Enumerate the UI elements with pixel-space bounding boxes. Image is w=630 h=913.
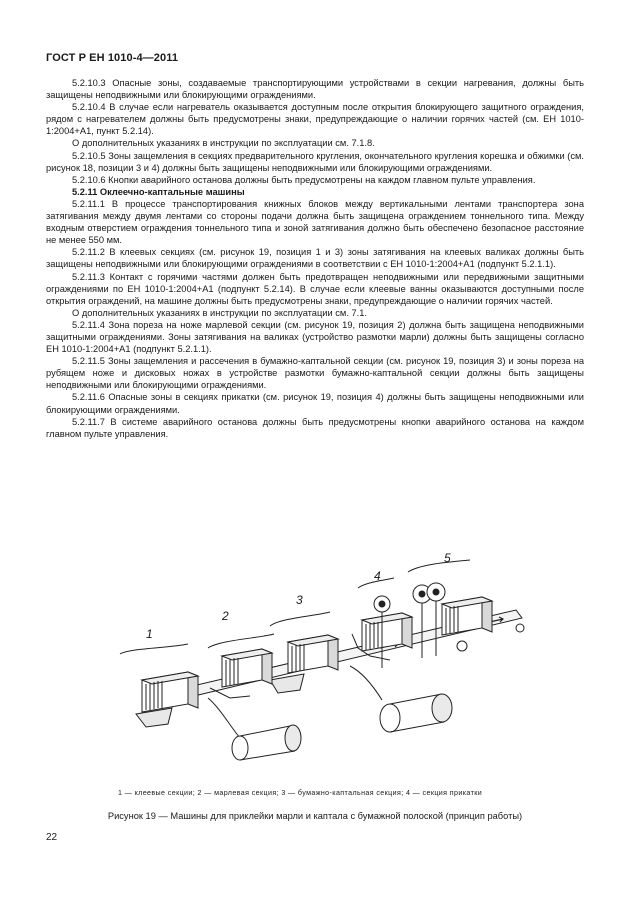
- paper-feed: [350, 666, 382, 700]
- section-heading: 5.2.11 Оклеечно-каптальные машины: [72, 186, 245, 197]
- paragraph: 5.2.11.4 Зона пореза на ноже марлевой секции (см. рисунок 19, позиция 2) должна быть защищена неподвижными защитными ограждениями. Зоны затягивания на валиках (устройство размотки марли) должны быть защищены согласно ЕН 1010-1:2004+А1 (подпункт 5.2.1.1).: [46, 319, 584, 355]
- book-block-5: [442, 597, 492, 635]
- paragraph: 5.2.10.3 Опасные зоны, создаваемые транспортирующими устройствами в секции нагревания, должны быть защищены неподвижными или блокирующими ограждениями.: [46, 78, 584, 101]
- paragraph: 5.2.10.4 В случае если нагреватель оказывается доступным после открытия блокирующего защитного ограждения, рядом с нагревателем должны быть предусмотрены знаки, предупреждающие о наличии горячих частей (см. ЕН 1010-1:2004+А1, пункт 5.2.14).: [46, 102, 584, 137]
- book-block-4: [362, 613, 412, 651]
- paragraph: 5.2.11.6 Опасные зоны в секциях прикатки (см. рисунок 19, позиция 4) должны быть защищены неподвижными или блокирующими ограждениями.: [46, 392, 584, 415]
- book-block-1: [142, 672, 198, 712]
- paragraph: 5.2.10.5 Зоны защемления в секциях предварительного кругления, окончательного кругления корешка и обжимки (см. рисунок 18, позиции 3 и 4) должны быть защищены неподвижными или блокирующими ограждениями.: [46, 150, 584, 173]
- figure-label-5: 5: [444, 551, 451, 565]
- gauze-roll-left: [232, 736, 248, 760]
- figure-caption: Рисунок 19 — Машины для приклейки марли и каптала с бумажной полоской (принцип работы): [107, 811, 523, 821]
- document-header: ГОСТ Р ЕН 1010-4—2011: [46, 52, 179, 64]
- gauze-roll-right: [285, 725, 301, 751]
- paragraph: 5.2.11.2 В клеевых секциях (см. рисунок 19, позиция 1 и 3) зоны затягивания на клеевых валиках должны быть защищены неподвижными или блокирующими ограждениями в соответствии с ЕН 1010-1:2004+А1 (подпункт 5.2.1.1).: [46, 247, 584, 270]
- gauze-roll-arm: [208, 698, 240, 738]
- paragraph: 5.2.10.6 Кнопки аварийного останова должны быть предусмотрены на каждом главном пульте управления.: [72, 174, 536, 185]
- paragraph: 5.2.11.3 Контакт с горячими частями должен быть предотвращен неподвижными или передвижными защитными ограждениями по ЕН 1010-1:2004+А1 (подпункт 5.2.14). В случае если клеевые ванны оказываются доступными после открытия ограждений, на машине должны быть предусмотрены знаки, предупреждающие о наличии горячих частей.: [46, 271, 584, 306]
- machine-diagram: [90, 548, 530, 778]
- body-text: [46, 77, 584, 440]
- figure-19: [90, 548, 530, 778]
- paper-roll-left: [380, 704, 400, 732]
- figure-label-1: 1: [146, 627, 153, 641]
- paragraph: 5.2.11.1 В процессе транспортирования книжных блоков между вертикальными лентами транспортера зона затягивания между двумя лентами со стороны подачи должна быть защищена ограждением тоннельного типа. Между входным отверстием ограждения тоннельного типа и зоной затягивания должно быть обеспечено безопасное расстояние не менее 550 мм.: [46, 198, 584, 246]
- paragraph: О дополнительных указаниях в инструкции по эксплуатации см. 7.1.8.: [72, 138, 375, 149]
- paragraph: 5.2.11.5 Зоны защемления и рассечения в бумажно-каптальной секции (см. рисунок 19, позиция 3) и зоны пореза на рубящем ноже и дисковых ножах в устройстве размотки бумажно-каптальной секции должны быть защищены неподвижными или блокирующими ограждениями.: [46, 356, 584, 391]
- figure-legend: 1 — клеевые секции; 2 — марлевая секция; 3 — бумажно-каптальная секция; 4 — секция прикатки: [118, 789, 483, 797]
- figure-label-4: 4: [374, 569, 381, 583]
- page-number: 22: [46, 832, 58, 843]
- book-block-3: [288, 635, 338, 673]
- figure-label-2: 2: [222, 609, 229, 623]
- paragraph: О дополнительных указаниях в инструкции по эксплуатации см. 7.1.: [72, 307, 367, 318]
- figure-label-3: 3: [296, 593, 303, 607]
- book-block-2: [222, 649, 272, 687]
- end-pulley: [457, 641, 467, 651]
- paper-roll-right: [432, 694, 452, 722]
- glue-tray-1: [136, 708, 172, 727]
- paragraph: 5.2.11.7 В системе аварийного останова должны быть предусмотрены кнопки аварийного останова на каждом главном пульте управления.: [46, 416, 584, 439]
